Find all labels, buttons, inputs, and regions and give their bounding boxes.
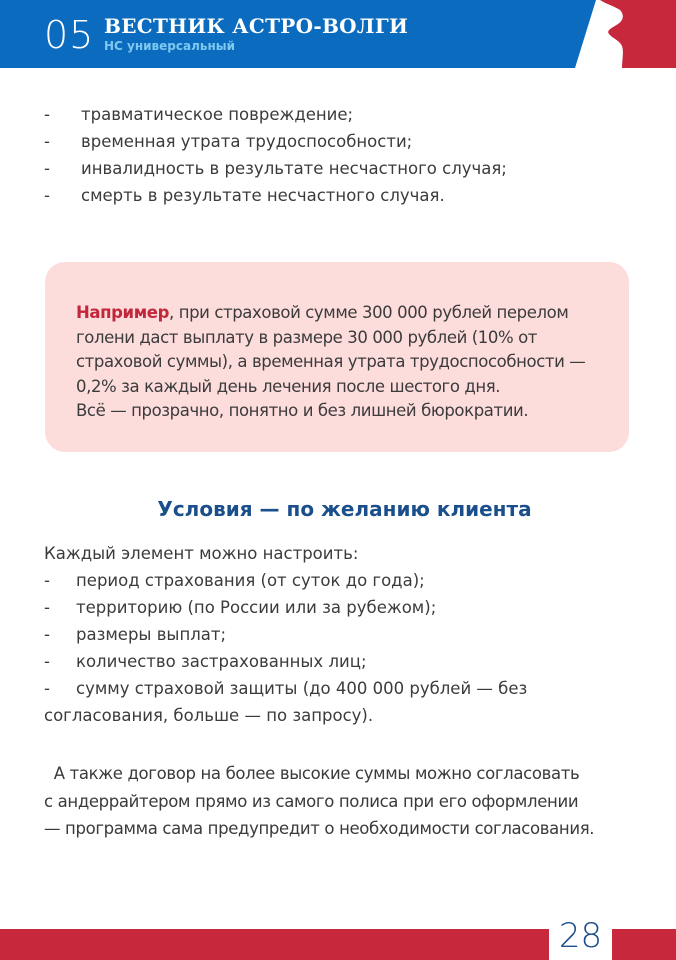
list-item <box>44 675 527 702</box>
bullet-dash: - <box>44 679 50 698</box>
bullet-dash: - <box>44 652 50 671</box>
list-item <box>44 101 507 128</box>
bullet-dash: - <box>44 571 50 590</box>
example-lead-word: Например <box>76 303 170 322</box>
page-number: 28 <box>558 916 603 956</box>
list-item-text: травматическое повреждение; <box>81 105 354 124</box>
bullet-dash: - <box>44 159 50 178</box>
paragraph-line: А также договор на более высокие суммы можно согласовать <box>44 764 580 783</box>
page-header <box>0 0 676 68</box>
bullet-dash: - <box>44 625 50 644</box>
list-item-continuation <box>44 702 527 729</box>
example-line: Всё — прозрачно, понятно и без лишней бюрократии. <box>76 401 529 420</box>
list-item <box>44 594 527 621</box>
list-item <box>44 128 507 155</box>
list-item-text: территорию (по России или за рубежом); <box>76 598 437 617</box>
underwriter-paragraph <box>44 760 674 843</box>
list-item-text: согласования, больше — по запросу). <box>44 706 374 725</box>
example-text <box>76 301 636 424</box>
conditions-list <box>44 567 527 729</box>
list-item <box>44 567 527 594</box>
header-red-profile-logo <box>600 0 676 68</box>
list-item-text: период страхования (от суток до года); <box>76 571 425 590</box>
list-item-text: смерть в результате несчастного случая. <box>81 186 445 205</box>
issue-number: 05 <box>44 13 95 57</box>
bullet-dash: - <box>44 105 50 124</box>
bullet-dash: - <box>44 186 50 205</box>
magazine-title: ВЕСТНИК АСТРО-ВОЛГИ <box>104 14 409 38</box>
footer-red-bar-left <box>0 929 549 960</box>
footer-red-bar-right <box>612 929 676 960</box>
example-callout-box <box>45 262 629 452</box>
list-item-text: количество застрахованных лиц; <box>76 652 367 671</box>
list-item-text: сумму страховой защиты (до 400 000 рублей — без <box>76 679 528 698</box>
section-subtitle: НС универсальный <box>104 39 236 53</box>
list-item <box>44 155 507 182</box>
bullet-dash: - <box>44 598 50 617</box>
list-item-text: инвалидность в результате несчастного случая; <box>81 159 507 178</box>
paragraph-line: — программа сама предупредит о необходимости согласования. <box>44 819 595 838</box>
example-line: 0,2% за каждый день лечения после шестого дня. <box>76 376 501 396</box>
example-line: страховой суммы), а временная утрата трудоспособности — <box>76 352 586 371</box>
list-item <box>44 648 527 675</box>
example-line: , при страховой сумме 300 000 рублей перелом <box>169 303 569 322</box>
list-item-text: временная утрата трудоспособности; <box>81 132 413 151</box>
bullet-dash: - <box>44 132 50 151</box>
example-line: голени даст выплату в размере 30 000 рублей (10% от <box>76 327 538 347</box>
list-item <box>44 182 507 209</box>
list-item <box>44 621 527 648</box>
risk-list <box>44 101 507 209</box>
list-item-text: размеры выплат; <box>76 625 227 644</box>
conditions-intro: Каждый элемент можно настроить: <box>44 544 359 563</box>
paragraph-line: с андеррайтером прямо из самого полиса при его оформлении <box>44 791 579 811</box>
section-heading: Условия — по желанию клиента <box>157 497 532 521</box>
